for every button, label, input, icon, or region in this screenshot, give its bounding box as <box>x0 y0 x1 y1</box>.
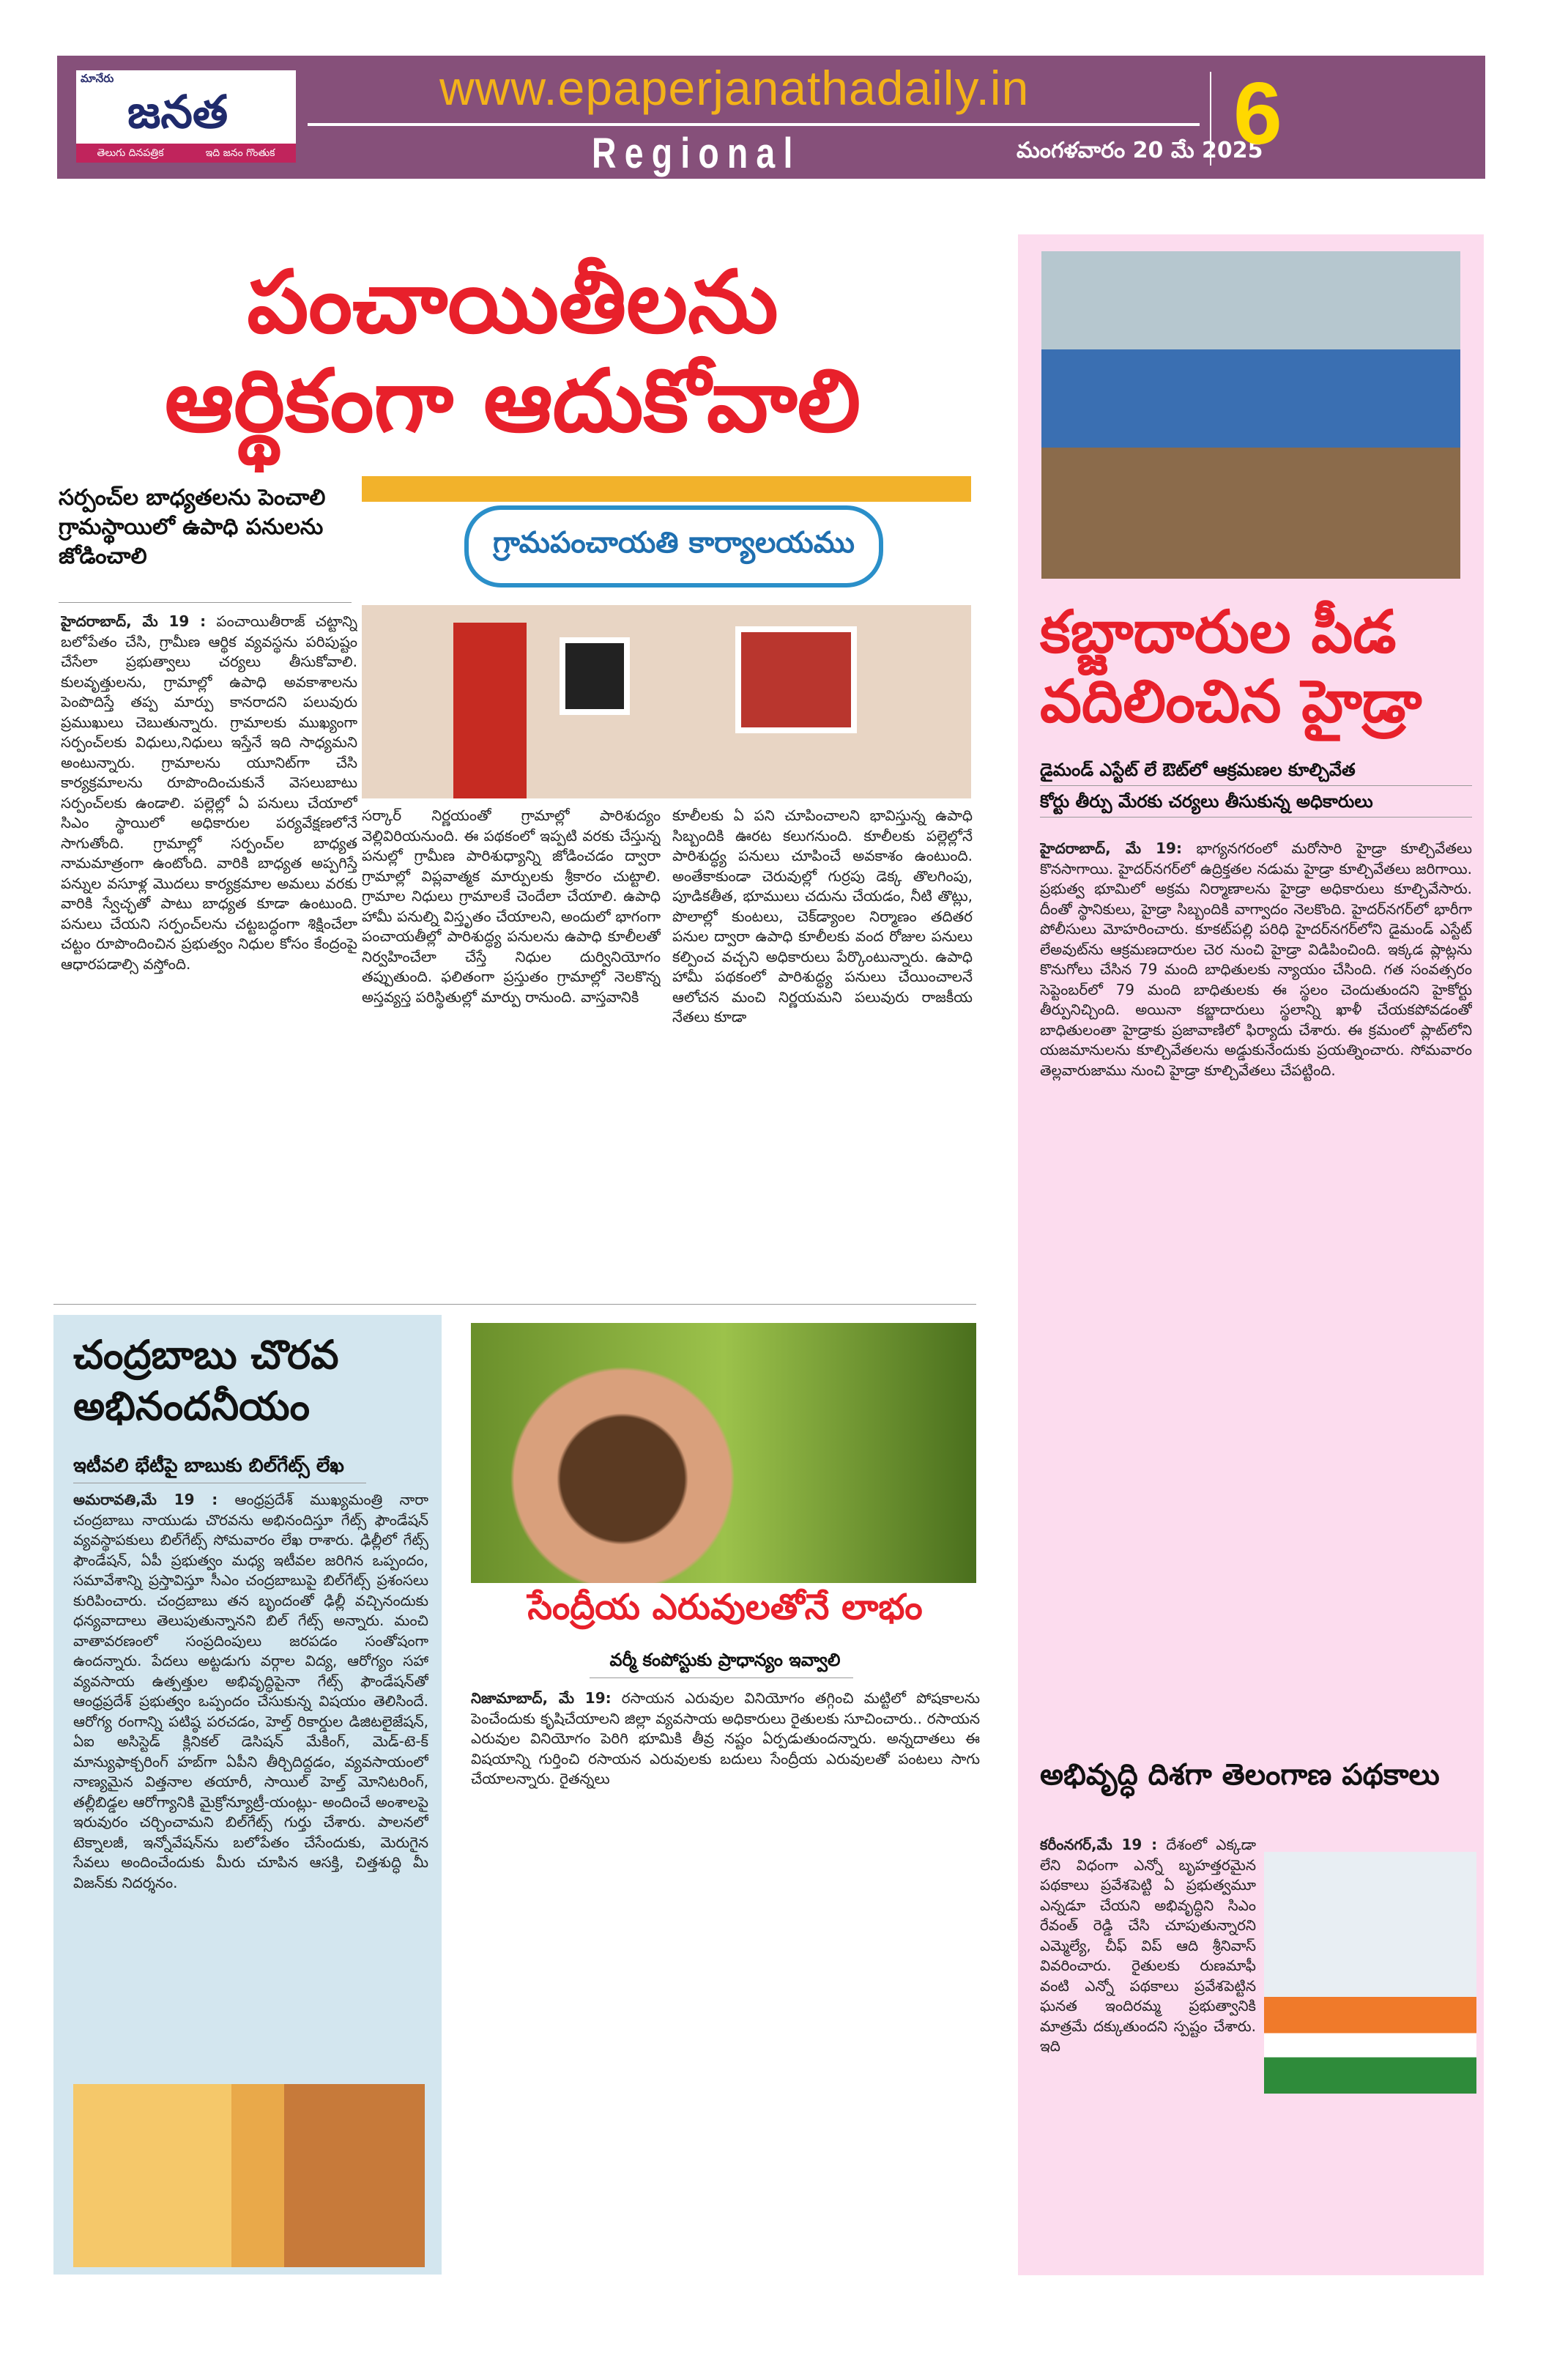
gram-panchayat-office-photo <box>362 476 971 798</box>
lead-headline-line1: పంచాయితీలను <box>247 251 778 352</box>
issue-date: మంగళవారం 20 మే 2025 <box>1017 138 1263 163</box>
abhivruddhi-headline: అభివృద్ధి దిశగా తెలంగాణ పథకాలు <box>1040 1758 1440 1792</box>
dateline: అమరావతి,మే 19 : <box>73 1491 218 1508</box>
hydra-subheadline-1: డైమండ్ ఎస్టేట్ లే ఔట్‌లో ఆక్రమణల కూల్చివేత <box>1040 755 1472 786</box>
masthead-divider <box>308 123 1200 126</box>
lead-subheadline: సర్పంచ్‌ల బాధ్యతలను పెంచాలి గ్రామస్థాయిలో ఉపాధి పనులను జోడించాలి <box>59 485 326 569</box>
page-number: 6 <box>1233 64 1282 163</box>
sendriya-subheadline: వర్మీ కంపోస్టుకు ప్రాధాన్యం ఇవ్వాలి <box>609 1650 841 1670</box>
masthead <box>57 56 1485 179</box>
lead-headline <box>51 253 974 451</box>
office-signboard: గ్రామపంచాయతి కార్యాలయము <box>464 505 883 587</box>
hydra-headline <box>1040 597 1472 736</box>
newspaper-logo <box>76 70 296 163</box>
abhivruddhi-story-body <box>1040 1835 1256 2113</box>
logo-prefix: మానేరు <box>81 72 114 85</box>
dateline: కరీంనగర్,మే 19 : <box>1040 1836 1158 1853</box>
hydra-subheadlines <box>1040 755 1472 818</box>
sendriya-story-body <box>471 1688 980 2267</box>
lead-story-col1 <box>61 612 357 1293</box>
logo-name: జనత <box>127 88 228 138</box>
article-text: దేశంలో ఎక్కడా లేని విధంగా ఎన్నో బృహత్తరమైన పథకాలు ప్రవేశపెట్టి ఏ ప్రభుత్వమూ ఎన్నడూ చేయని అభివృద్ధిని సిఎం రేవంత్ రెడ్డి చేసి చూపుతున్నారని ఎమ్మెల్యే, చీఫ్ విప్ ఆది శ్రీనివాస్ వివరించారు. రైతులకు రుణమాఫీ వంటి ఎన్నో పథకాలు ప్రవేశపెట్టిన ఘనత ఇందిరమ్మ ప్రభుత్వానికి మాత్రమే దక్కుతుందని స్పష్టం చేశారు. ఇది <box>1040 1836 1256 2055</box>
article-text: ఆంధ్రప్రదేశ్ ముఖ్యమంత్రి నారా చంద్రబాబు నాయుడు చొరవను అభినందిస్తూ గేట్స్ ఫౌండేషన్ వ్యవస్థాపకులు బిల్‌గేట్స్ సోమవారం లేఖ రాశారు. ఢిల్లీలో గేట్స్ ఫౌండేషన్, ఏపీ ప్రభుత్వం మధ్య ఇటీవల జరిగిన ఒప్పందం, సమావేశాన్ని ప్రస్తావిస్తూ సీఎం చంద్రబాబుపై బిల్‌గేట్స్ ప్రశంసలు కురిపించారు. చంద్రబాబు తన బృందంతో ఢిల్లీ వచ్చినందుకు ధన్యవాదాలు తెలుపుతున్నానని బిల్ గేట్స్ అన్నారు. మంచి వాతావరణంలో సంప్రదింపులు జరపడం సంతోషంగా ఉందన్నారు. పేదలు అట్టడుగు వర్గాల విద్య, ఆరోగ్యం సహా వ్యవసాయ ఉత్పత్తుల అభివృద్ధిపైనా గేట్స్ ఫౌండేషన్‌తో ఆంధ్రప్రదేశ్ ప్రభుత్వం ఒప్పందం చేసుకున్న విషయం తెలిసిందే. ఆరోగ్య రంగాన్ని పటిష్ఠ పరచడం, హెల్త్ రికార్డుల డిజిటలైజేషన్, ఏఐ అసిస్టెడ్ క్లినికల్ డెసిషన్ మేకింగ్, మెడ్-టె-క్ మాన్యుఫాక్చరింగ్ హబ్‌గా ఏపీని తీర్చిదిద్దడం, వ్యవసాయంలో నాణ్యమైన విత్తనాల తయారీ, సాయిల్ హెల్త్ మోనిటరింగ్, తల్లీబిడ్డల ఆరోగ్యానికి మైక్రోన్యూట్రీ-యంట్లు- అందించే అంశాలపై ఇరువురం చర్చించామని బిల్‌గేట్స్ గుర్తు చేశారు. పాలనలో టెక్నాలజీ, ఇన్నోవేషన్‌ను బలోపేతం చేసేందుకు, మెరుగైన సేవలు అందించేందుకు మీరు చూపిన ఆసక్తి, చిత్తశుద్ధి మీ విజన్‌కు నిదర్శనం. <box>73 1491 428 1891</box>
mla-portrait-photo <box>1264 1852 1476 2094</box>
article-text: పంచాయితీరాజ్ చట్టాన్ని బలోపేతం చేసి, గ్రామీణ ఆర్థిక వ్యవస్థను పరిపుష్టం చేసేలా ప్రభుత్వాలు చర్యలు తీసుకోవాలి. కులవృత్తులను, గ్రామాల్లో ఉపాధి అవకాశాలను పెంపొదిస్తే తప్ప మార్పు కానరాదని పలువురు ప్రముఖులు చెబుతున్నారు. గ్రామాలకు ముఖ్యంగా సర్పంచ్‌లకు విధులు,నిధులు ఇస్తేనే ఇది సాధ్యమని అంటున్నారు. గ్రామాలను యూనిట్‌గా చేసి కార్యక్రమాలను రూపొందించుకునే వెసలుబాటు సర్పంచ్‌లకు ఉండాలి. పల్లెల్లో ఏ పనులు చేయాలో సిఎం స్థాయిలో అధికారుల పర్యవేక్షణలోనే సాగుతోంది. గ్రామాల్లో సర్పంచ్‌ల బాధ్యత నామమాత్రంగా ఉంటోంది. వారికి బాధ్యత అప్పగిస్తే పన్నుల వసూళ్ల మొదలు కార్యక్రమాల అమలు వరకు వారికి స్వేచ్ఛతో పాటు బాధ్యత కూడా ఉంటుంది. పనులు చేయని సర్పంచ్‌లను చట్టబద్ధంగా శిక్షించేలా చట్టం రూపొందించిన ప్రభుత్వం నిధుల కోసం కేంద్రంపై ఆధారపడాల్సి వస్తోంది. <box>61 612 357 973</box>
hydra-subheadline-2: కోర్టు తీర్పు మేరకు చర్యలు తీసుకున్న అధికారులు <box>1040 786 1472 818</box>
site-url[interactable]: www.epaperjanathadaily.in <box>439 61 1030 115</box>
dateline: నిజామాబాద్, మే 19: <box>471 1689 612 1707</box>
article-text: రసాయన ఎరువుల వినియోగం తగ్గించి మట్టిలో పోషకాలను పెంచేందుకు కృషిచేయాలని జిల్లా వ్యవసాయ అధికారులు రైతులకు సూచించారు.. రసాయన ఎరువుల వినియోగం పెరిగి భూమికి తీవ్ర నష్టం ఏర్పడుతుందన్నారు. అన్నదాతలు ఈ విషయాన్ని గుర్తించి రసాయన ఎరువులకు బదులు సేంద్రీయ ఎరువులతో పంటలు సాగు చేయాలన్నారు. రైతన్నలు <box>471 1689 980 1787</box>
hydra-headline-line2: వదిలించిన హైడ్రా <box>1040 667 1422 735</box>
logo-tagline-left: తెలుగు దినపత్రిక <box>97 147 164 159</box>
lead-story-col2: సర్కార్ నిర్ణయంతో గ్రామాల్లో పారిశుద్యం వెల్లివిరియనుంది. ఈ పథకంలో ఇప్పటి వరకు చేస్తున్న పనుల్లో గ్రామీణ పారిశుధ్యాన్ని జోడించడం ద్వారా గ్రామాల్లో విప్లవాత్మక మార్పులకు శ్రీకారం చుట్టాలి. గ్రామాల నిధులు గ్రామాలకే చెందేలా చేయాలి. ఉపాధి హామీ పనుల్ని విస్తృతం చేయాలని, అందులో భాగంగా పంచాయతీల్లో పారిశుద్ధ్య పనులను ఉపాధి కూలీలతో నిర్వహించేలా చేస్తే నిధుల దుర్వినియోగం తప్పుతుంది. ఫలితంగా ప్రస్తుతం గ్రామాల్లో నెలకొన్న అస్తవ్యస్త పరిస్థితుల్లో మార్పు రానుంది. వాస్తవానికి <box>362 807 661 1006</box>
lead-headline-line2: ఆర్థికంగా ఆదుకోవాలి <box>164 350 861 451</box>
section-name: Regional <box>592 130 801 177</box>
logo-tagline-right: ఇది జనం గొంతుక <box>205 147 275 159</box>
dateline: హైదరాబాద్, మే 19 : <box>61 612 207 630</box>
compost-in-hand-photo <box>471 1323 976 1583</box>
door <box>453 623 527 798</box>
cbn-headline: చంద్రబాబు చొరవ అభినందనీయం <box>73 1332 339 1429</box>
chandrababu-billgates-photo <box>73 2084 425 2267</box>
window <box>560 637 630 715</box>
lead-story-col3: కూలీలకు ఏ పని చూపించాలని భావిస్తున్న ఉపాధి సిబ్బందికి ఊరట కలుగనుంది. కూలీలకు పల్లెల్లోనే పారిశుద్ధ్య పనులు చూపించే అవకాశం ఉంటుంది. అంతేకాకుండా చెరువుల్లో గుర్రపు డెక్క తొలగింపు, పూడికతీత, భూములు చదును చేయడం, నీటి తొట్లు, పొలాల్లో కుంటలు, చెక్‌డ్యాంల నిర్మాణం తదితర పనుల ద్వారా ఉపాధి కూలీలకు వంద రోజుల పనులు కల్పించ వచ్చని అధికారులు పేర్కొంటున్నారు. ఉపాధి హామీ పథకంలో పారిశుద్ధ్య పనులు చేయించాలనే ఆలోచన మంచి నిర్ణయమని పలువురు రాజకీయ నేతలు కూడా <box>672 807 973 1026</box>
cbn-subheadline: ఇటీవలి భేటీపై బాబుకు బిల్‌గేట్స్ లేఖ <box>73 1455 344 1477</box>
hydra-headline-line1: కబ్జాదారుల పీడ <box>1040 598 1397 666</box>
dateline: హైదరాబాద్, మే 19: <box>1040 839 1182 857</box>
window <box>735 626 857 733</box>
demolition-site-photo <box>1041 251 1460 579</box>
logo-tagline-strip <box>76 144 296 163</box>
article-text: భాగ్యనగరంలో మరోసారి హైడ్రా కూల్చివేతలు కొనసాగాయి. హైదర్‌నగర్‌లో ఉద్రిక్తతల నడుమ హైడ్రా కూల్చివేతలు జరిగాయి. ప్రభుత్వ భూమిలో అక్రమ నిర్మాణాలను హైడ్రా అధికారులు కూల్చివేసారు. దీంతో స్థానికులు, హైడ్రా సిబ్బందికి వాగ్వాదం నెలకొంది. హైదర్‌నగర్‌లో భారీగా పోలీసులు మోహరించారు. కూకట్‌పల్లి పరిధి హైదర్‌నగర్‌లోని డైమండ్ ఎస్టేట్ లేఅవుట్‌ను ఆక్రమణదారుల చెర నుంచి హైడ్రా విడిపించింది. ఇక్కడ ప్లాట్లను కొనుగోలు చేసిన 79 మంది బాధితులకు న్యాయం చేసింది. గత సంవత్సరం సెప్టెంబర్‌లో 79 మంది బాధితులకు ఈ స్థలం చెందుతుందని హైకోర్టు తీర్పునిచ్చింది. అయినా కబ్జాదారులు స్థలాన్ని ఖాళీ చేయకపోవడంతో బాధితులంతా హైడ్రాకు ప్రజావాణిలో ఫిర్యాదు చేశారు. ఈ క్రమంలో ప్లాట్‌లోని యజమానులను కూల్చివేతలను అడ్డుకునేందుకు ప్రయత్నించారు. సోమవారం తెల్లవారుజాము నుంచి హైడ్రా కూల్చివేతలు చేపట్టింది. <box>1040 839 1472 1079</box>
divider <box>53 1304 976 1305</box>
divider <box>59 602 352 603</box>
hydra-story-body <box>1040 839 1472 1740</box>
cbn-story-body <box>73 1490 428 2073</box>
sendriya-headline: సేంద్రీయ ఎరువులతోనే లాభం <box>527 1587 923 1628</box>
